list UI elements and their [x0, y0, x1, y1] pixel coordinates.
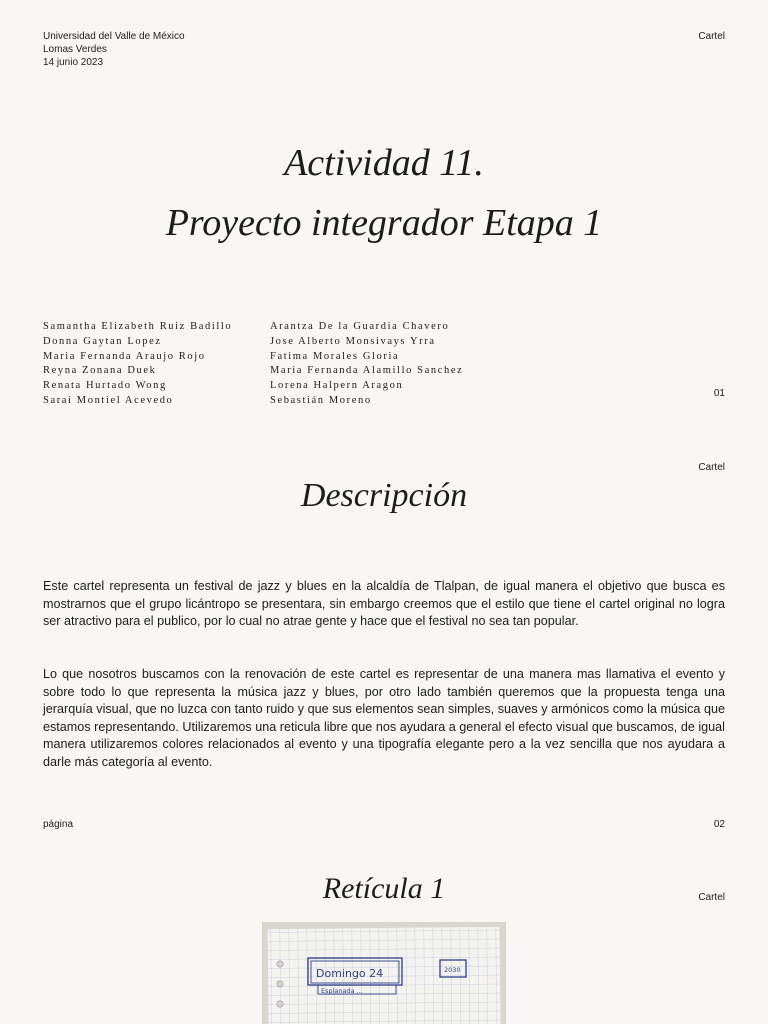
sketch-photo — [262, 922, 506, 1024]
header-info — [43, 30, 185, 69]
description-paragraph-1: Este cartel representa un festival de jazz y blues en la alcaldía de Tlalpan, de igual manera el objetivo que busca es mostrarnos que el grupo licántropo se presentara, sin embargo creemos que el estilo que tiene el cartel original no logra ser atractivo para el publico, por lo cual no atrae gente y hace que el festival no sea tan popular. — [43, 579, 725, 629]
author-name: Maria Fernanda Araujo Rojo — [43, 350, 206, 362]
author-name: Fatima Morales Gloria — [270, 350, 400, 362]
tag-cartel: Cartel — [698, 892, 725, 903]
institution-name: Universidad del Valle de México — [43, 31, 185, 42]
author-name: Arantza De la Guardia Chavero — [270, 321, 450, 332]
date-text: 14 junio 2023 — [43, 57, 104, 68]
svg-text:Domingo 24: Domingo 24 — [316, 967, 384, 980]
tag-cartel: Cartel — [698, 31, 725, 42]
author-name: Sebastián Moreno — [270, 394, 372, 406]
description-heading: Descripción — [300, 477, 468, 514]
reticula-heading: Retícula 1 — [322, 872, 446, 905]
page-number: 01 — [713, 388, 725, 399]
author-name: Sarai Montiel Acevedo — [43, 394, 174, 406]
svg-text:2030: 2030 — [444, 966, 461, 974]
author-name: Jose Alberto Monsivays Yrra — [270, 335, 436, 347]
author-name: Reyna Zonana Duek — [43, 365, 157, 377]
author-name: Renata Hurtado Wong — [43, 380, 167, 392]
author-name: Samantha Elizabeth Ruiz Badillo — [43, 321, 233, 332]
author-name: Maria Fernanda Alamillo Sanchez — [270, 365, 464, 377]
cover-title-line2: Proyecto integrador Etapa 1 — [165, 202, 603, 244]
grid-paper-sketch — [262, 922, 506, 1024]
authors-column-2 — [270, 320, 463, 409]
page-number: 02 — [713, 819, 725, 830]
footer-label: página — [43, 819, 74, 830]
campus-name: Lomas Verdes — [43, 44, 107, 55]
description-paragraph-2: Lo que nosotros buscamos con la renovación de este cartel es representar de una manera mas llamativa el evento y sobre todo lo que representa la música jazz y blues, por otro lado también queremos que la propuesta tenga una jerarquía visual, que no luzca con tanto ruido y que sus elementos sean simples, suaves y armónicos como la música que estamos representando. Utilizaremos una reticula libre que nos ayudara a general el efecto visual que buscamos, de igual manera utilizaremos colores relacionados al evento y una tipografía elegante pero a la vez sencilla que nos ayudara a darle más categoría al evento. — [43, 667, 725, 769]
cover-title-line1: Actividad 11. — [284, 142, 484, 184]
tag-cartel: Cartel — [698, 462, 725, 473]
svg-text:Esplanada ...: Esplanada ... — [321, 987, 363, 995]
authors-column-1 — [43, 320, 232, 409]
author-name: Donna Gaytan Lopez — [43, 335, 162, 347]
author-name: Lorena Halpern Aragon — [270, 380, 404, 392]
